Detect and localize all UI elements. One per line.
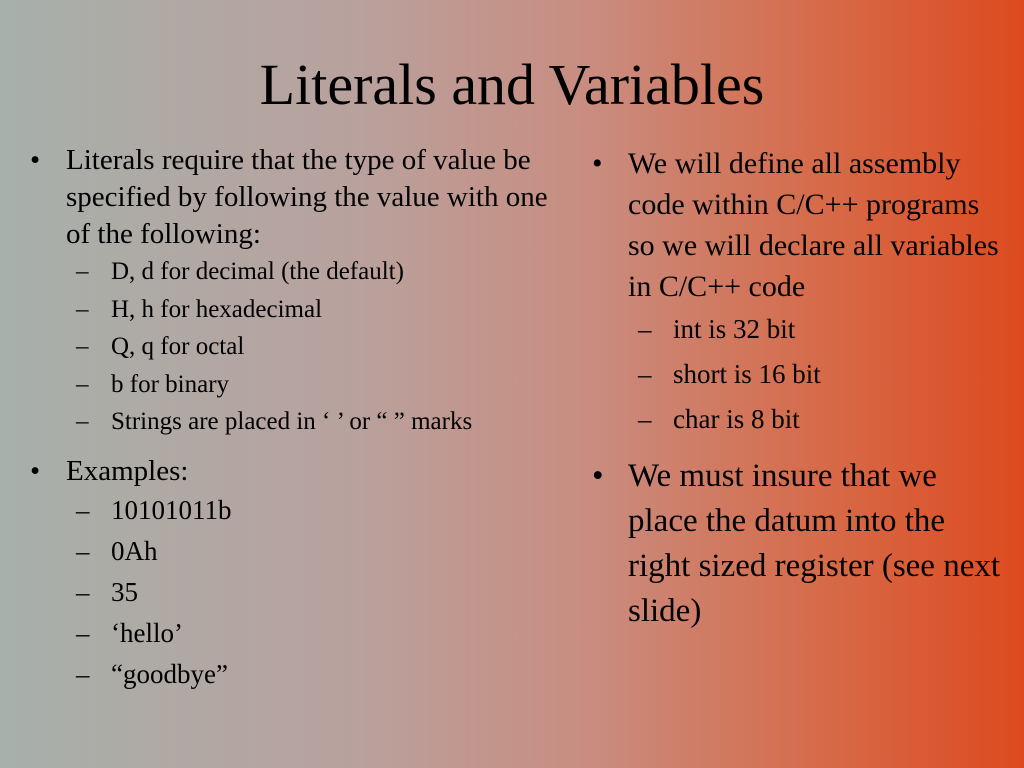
dash-icon: – bbox=[638, 314, 652, 344]
dash-icon: – bbox=[76, 295, 89, 323]
sub-bullet-text: Strings are placed in ‘ ’ or “ ” marks bbox=[111, 408, 473, 435]
dash-icon: – bbox=[76, 333, 89, 360]
bullet-define-text: We will define all assembly code within C/C++ programs so we will declare all variables in C/C++ code bbox=[628, 147, 999, 303]
bullet-examples bbox=[26, 453, 566, 695]
dash-icon: – bbox=[76, 658, 90, 689]
example-text: “goodbye” bbox=[111, 658, 228, 689]
example-item bbox=[66, 490, 566, 531]
right-column bbox=[588, 140, 1008, 634]
literal-suffix-list bbox=[66, 253, 566, 441]
bullet-examples-text: Examples: bbox=[66, 454, 189, 487]
bullet-literals-text: Literals require that the type of value be specified by following the value with one of the following: bbox=[66, 144, 548, 250]
bullet-insure-register bbox=[588, 454, 1008, 634]
sub-bullet-short bbox=[628, 352, 1008, 397]
examples-list bbox=[66, 490, 566, 695]
dash-icon: – bbox=[76, 535, 90, 566]
dash-icon: – bbox=[76, 258, 89, 285]
sub-bullet-hexadecimal bbox=[66, 291, 566, 329]
example-text: ‘hello’ bbox=[111, 617, 183, 648]
example-item bbox=[66, 654, 566, 695]
sub-bullet-text: char is 8 bit bbox=[673, 404, 800, 434]
dash-icon: – bbox=[638, 359, 652, 389]
dash-icon: – bbox=[76, 617, 90, 648]
sub-bullet-int bbox=[628, 307, 1008, 352]
dash-icon: – bbox=[638, 404, 652, 434]
sub-bullet-text: b for binary bbox=[111, 370, 230, 398]
bullet-define-assembly bbox=[588, 143, 1008, 442]
sub-bullet-text: D, d for decimal (the default) bbox=[111, 258, 404, 285]
sub-bullet-octal bbox=[66, 328, 566, 366]
example-item bbox=[66, 613, 566, 654]
slide-title: Literals and Variables bbox=[259, 52, 765, 117]
sub-bullet-text: H, h for hexadecimal bbox=[111, 295, 323, 323]
sub-bullet-decimal bbox=[66, 253, 566, 291]
left-bullet-list bbox=[26, 142, 566, 695]
bullet-icon: • bbox=[30, 454, 41, 487]
example-text: 35 bbox=[111, 576, 138, 607]
example-item bbox=[66, 572, 566, 613]
sub-bullet-binary bbox=[66, 366, 566, 404]
example-text: 10101011b bbox=[111, 494, 232, 525]
bullet-icon: • bbox=[592, 147, 603, 180]
bullet-icon: • bbox=[592, 458, 604, 494]
dash-icon: – bbox=[76, 408, 89, 435]
dash-icon: – bbox=[76, 494, 90, 525]
bullet-icon: • bbox=[30, 144, 41, 176]
left-column bbox=[26, 140, 566, 695]
example-item bbox=[66, 531, 566, 572]
bullet-literals bbox=[26, 142, 566, 441]
sub-bullet-char bbox=[628, 397, 1008, 442]
sub-bullet-text: short is 16 bit bbox=[673, 359, 821, 389]
dash-icon: – bbox=[76, 370, 89, 398]
bullet-insure-text: We must insure that we place the datum into the right sized register (see next slide) bbox=[628, 458, 1001, 629]
sub-bullet-text: int is 32 bit bbox=[673, 314, 796, 344]
right-bullet-list bbox=[588, 143, 1008, 634]
dash-icon: – bbox=[76, 576, 90, 607]
sub-bullet-strings bbox=[66, 403, 566, 441]
example-text: 0Ah bbox=[111, 535, 158, 566]
sub-bullet-text: Q, q for octal bbox=[111, 333, 245, 360]
variable-size-list bbox=[628, 307, 1008, 442]
